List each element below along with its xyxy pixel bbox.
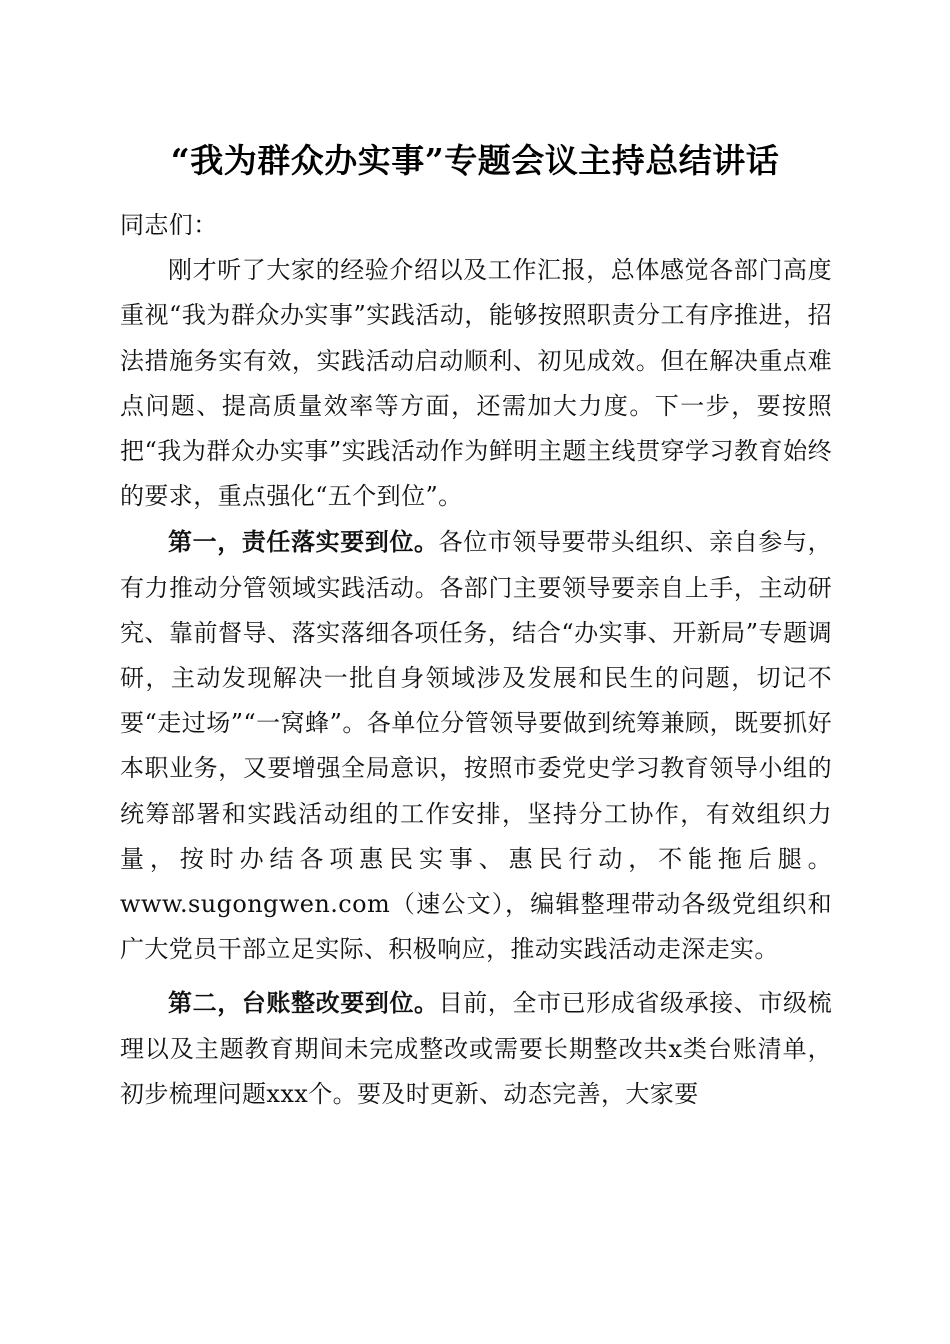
paragraph-intro xyxy=(120,248,832,519)
paragraph-responsibility-text: 各位市领导要带头组织、亲自参与，有力推动分管领域实践活动。各部门主要领导要亲自上手，主动研究、靠前督导、落实落细各项任务，结合“办实事、开新局”专题调研，主动发现解决一批自身领域涉及发展和民生的问题，切记不要“走过场”“一窝蜂”。各单位分管领导要做到统筹兼顾，既要抓好本职业务，又要增强全局意识，按照市委党史学习教育领导小组的统筹部署和实践活动组的工作安排，坚持分工协作，有效组织力量，按时办结各项惠民实事、惠民行动，不能拖后腿。www.sugongwen.com（速公文），编辑整理带动各级党组织和广大党员干部立足实际、积极响应，推动实践活动走深走实。 xyxy=(120,528,832,964)
paragraph-responsibility-heading: 第一，责任落实要到位。 xyxy=(168,527,439,557)
paragraph-responsibility xyxy=(120,519,832,972)
paragraph-ledger xyxy=(120,980,832,1117)
document-title: “我为群众办实事”专题会议主持总结讲话 xyxy=(170,141,780,180)
document-body xyxy=(120,203,832,1117)
paragraph-ledger-heading: 第二，台账整改要到位。 xyxy=(168,988,439,1018)
salutation: 同志们： xyxy=(120,211,218,239)
paragraph-ledger-text: 目前，全市已形成省级承接、市级梳理以及主题教育期间未完成整改或需要长期整改共x类台账清单，初步梳理问题xxx个。要及时更新、动态完善，大家要 xyxy=(120,989,832,1108)
paragraph-intro-text: 刚才听了大家的经验介绍以及工作汇报，总体感觉各部门高度重视“我为群众办实事”实践活动，能够按照职责分工有序推进，招法措施务实有效，实践活动启动顺利、初见成效。但在解决重点难点问题、提高质量效率等方面，还需加大力度。下一步，要按照把“我为群众办实事”实践活动作为鲜明主题主线贯穿学习教育始终的要求，重点强化“五个到位”。 xyxy=(120,256,832,511)
